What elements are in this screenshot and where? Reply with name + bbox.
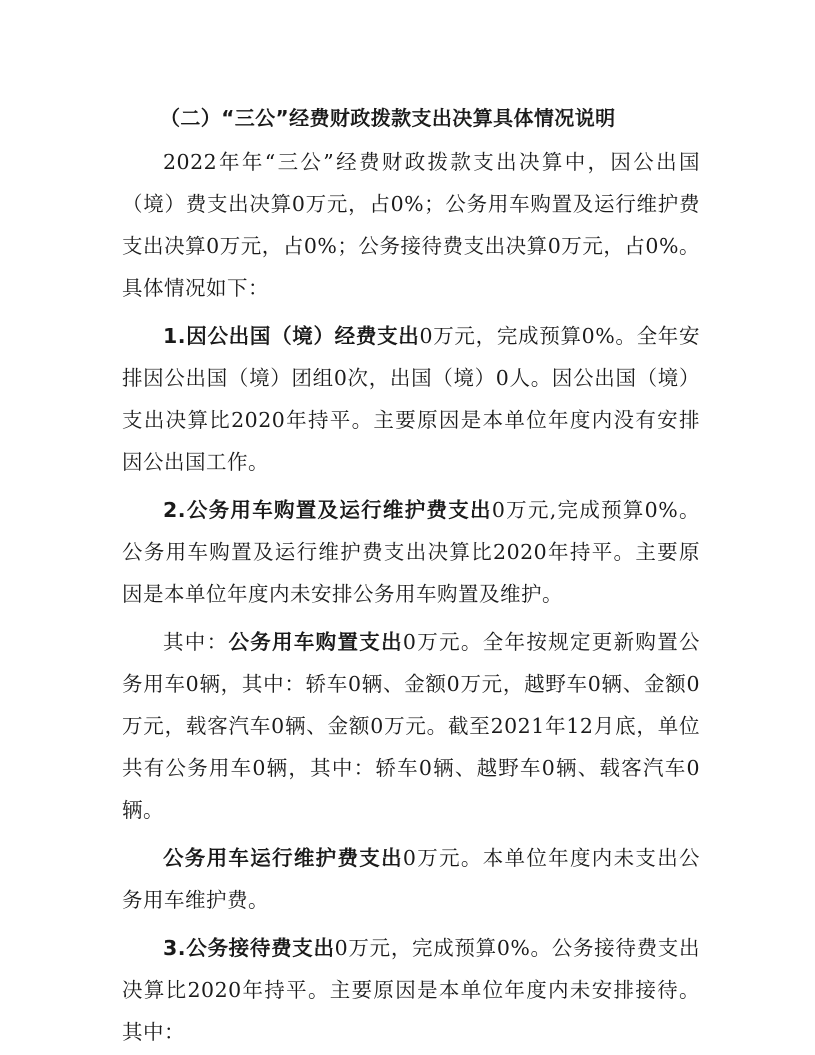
document-title: （二）“三公”经费财政拨款支出决算具体情况说明 [160, 106, 616, 130]
section-2-text: 0万元,完成预算0%。公务用车购置及运行维护费支出决算比2020年持平。主要原因是本单位年度内未安排公务用车购置及维护。 [122, 498, 700, 606]
section-3-heading: 3.公务接待费支出 [163, 936, 335, 960]
section-1-text: 0万元，完成预算0%。全年安排因公出国（境）团组0次，出国（境）0人。因公出国（境）支出决算比2020年持平。主要原因是本单位年度内没有安排因公出国工作。 [122, 324, 700, 474]
section-2-sub1-heading: 公务用车购置支出 [228, 630, 403, 654]
section-2-sub2-text: 0万元。本单位年度内未支出公务用车维护费。 [122, 846, 701, 912]
section-1-paragraph [122, 315, 700, 483]
section-2-sub2-paragraph [122, 837, 700, 921]
section-2-sub1-prefix: 其中： [163, 630, 229, 654]
section-2-sub2-heading: 公务用车运行维护费支出 [163, 846, 403, 870]
section-3-text: 0万元，完成预算0%。公务接待费支出决算比2020年持平。主要原因是本单位年度内未安排接待。其中： [122, 936, 700, 1044]
section-2-sub1-text: 0万元。全年按规定更新购置公务用车0辆，其中：轿车0辆、金额0万元，越野车0辆、金额0万元，载客汽车0辆、金额0万元。截至2021年12月底，单位共有公务用车0辆，其中：轿车0辆、越野车0辆、载客汽车0辆。 [122, 630, 701, 822]
section-2-heading: 2.公务用车购置及运行维护费支出 [163, 498, 492, 522]
document-page [122, 96, 700, 1053]
section-1-heading: 1.因公出国（境）经费支出 [163, 324, 420, 348]
section-2-paragraph [122, 489, 700, 615]
section-2-sub1-paragraph [122, 621, 700, 831]
intro-paragraph: 2022年年“三公”经费财政拨款支出决算中，因公出国（境）费支出决算0万元，占0%；公务用车购置及运行维护费支出决算0万元，占0%；公务接待费支出决算0万元，占0%。具体情况如下： [122, 150, 700, 300]
section-3-paragraph [122, 927, 700, 1053]
